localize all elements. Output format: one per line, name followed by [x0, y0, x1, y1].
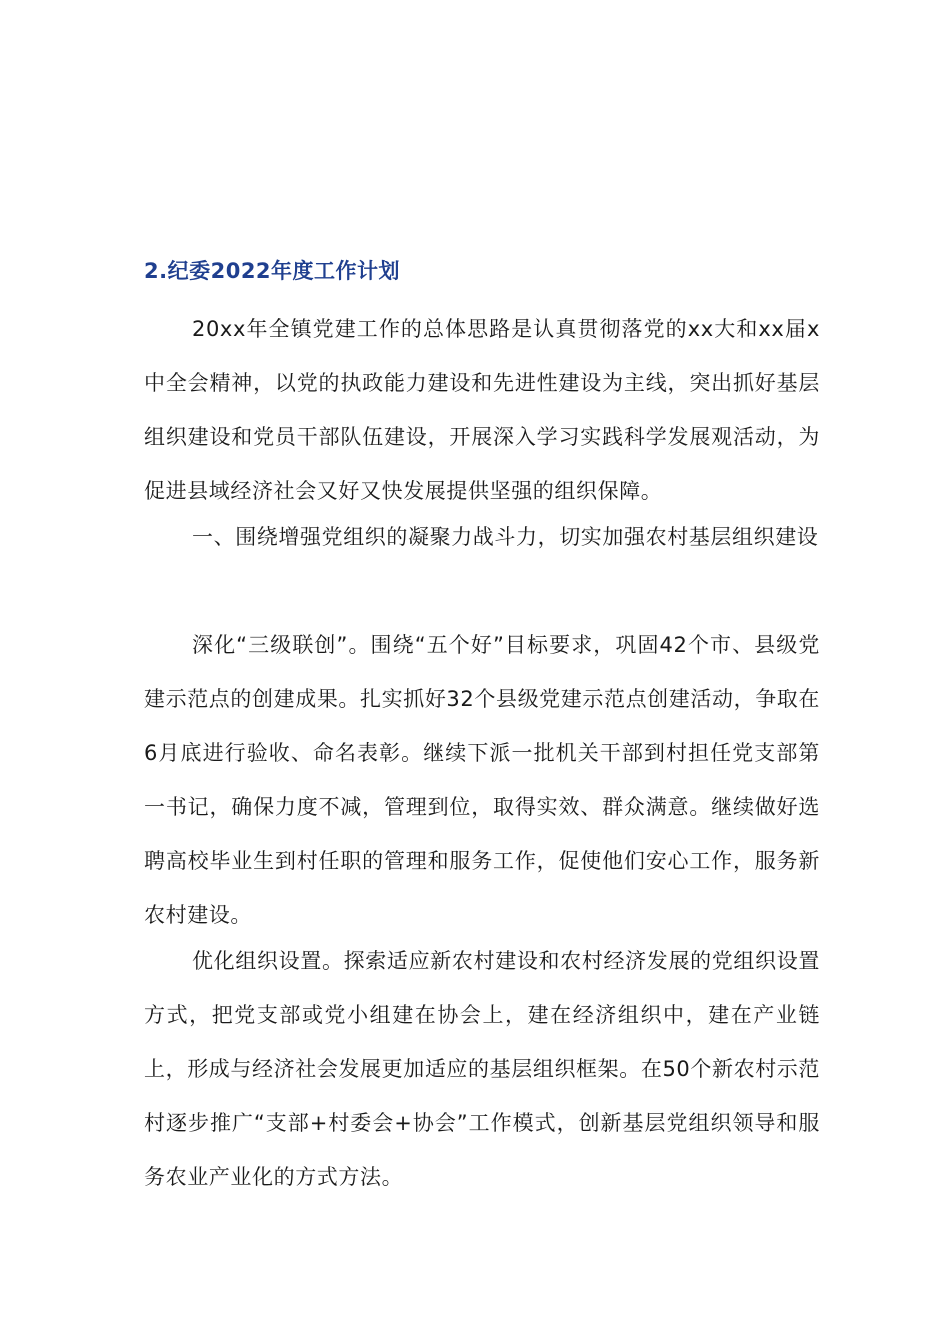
paragraph-three-level-creation: 深化“三级联创”。围绕“五个好”目标要求，巩固42个市、县级党建示范点的创建成果。扎实抓好32个县级党建示范点创建活动，争取在6月底进行验收、命名表彰。继续下派一批机关干部到村担任党支部第一书记，确保力度不减，管理到位，取得实效、群众满意。继续做好选聘高校毕业生到村任职的管理和服务工作，促使他们安心工作，服务新农村建设。 — [144, 633, 820, 927]
paragraph-overview: 20xx年全镇党建工作的总体思路是认真贯彻落党的xx大和xx届x中全会精神，以党的执政能力建设和先进性建设为主线，突出抓好基层组织建设和党员干部队伍建设，开展深入学习实践科学发展观活动，为促进县域经济社会又好又快发展提供坚强的组织保障。 — [144, 317, 820, 503]
section-heading: 2.纪委2022年度工作计划 — [144, 259, 401, 283]
paragraph-optimize-organization: 优化组织设置。探索适应新农村建设和农村经济发展的党组织设置方式，把党支部或党小组建在协会上，建在经济组织中，建在产业链上，形成与经济社会发展更加适应的基层组织框架。在50个新农村示范村逐步推广“支部+村委会+协会”工作模式，创新基层党组织领导和服务农业产业化的方式方法。 — [144, 949, 820, 1189]
paragraph-section-one-title: 一、围绕增强党组织的凝聚力战斗力，切实加强农村基层组织建设 — [192, 525, 819, 549]
